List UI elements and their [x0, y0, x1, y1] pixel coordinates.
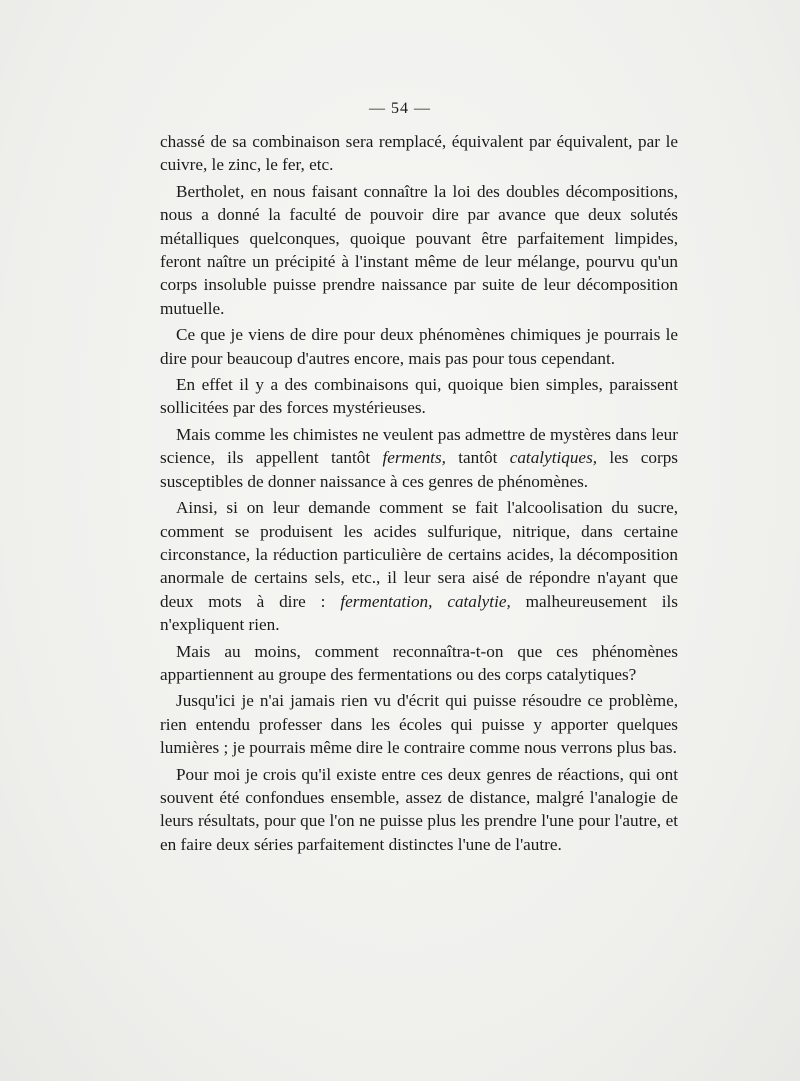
- text-run: En effet il y a des combinaisons qui, quoique bien simples, paraissent sollicitées par des forces mystérieuses.: [160, 375, 678, 418]
- paragraph: [160, 763, 678, 857]
- text-run: tantôt: [445, 448, 510, 468]
- paragraph: [160, 373, 678, 420]
- text-run: malheureusement ils n'expliquent rien.: [160, 591, 678, 635]
- paragraph: [160, 180, 678, 320]
- text-run: Bertholet, en nous faisant connaître la loi des doubles décompositions, nous a donné la faculté de pouvoir dire par avance que deux solutés métalliques quelconques, quoique pouvant être parfaitement limpides, feront naître un précipité à l'instant même de leur mélange, pourvu qu'un corps insoluble puisse prendre naissance par suite de leur décomposition mutuelle.: [160, 181, 678, 318]
- paragraph: [160, 640, 678, 687]
- paragraph: [160, 130, 678, 177]
- text-run: Ce que je viens de dire pour deux phénomènes chimiques je pourrais le dire pour beaucoup d'autres encore, mais pas pour tous cependant.: [160, 325, 678, 368]
- text-run: Mais au moins, comment reconnaîtra-t-on que ces phénomènes appartiennent au groupe des fermentations ou des corps catalytiques?: [160, 641, 678, 684]
- paragraph: [160, 496, 678, 636]
- italic-term: fermentation, catalytie,: [340, 591, 511, 611]
- text-run: Ainsi, si on leur demande comment se fait l'alcoolisation du sucre, comment se produisent les acides sulfurique, nitrique, dans certaine circonstance, la réduction particulière de certains acides, la décomposition anormale de certains sels, etc., il leur sera aisé de répondre n'ayant que deux mots à dire :: [160, 498, 678, 611]
- paragraph: [160, 689, 678, 759]
- text-run: Jusqu'ici je n'ai jamais rien vu d'écrit qui puisse résoudre ce problème, rien entendu professer dans les écoles qui puisse y apporter quelques lumières ; je pourrais même dire le contraire comme nous verrons plus bas.: [160, 691, 678, 758]
- body-text: [160, 130, 678, 859]
- paragraph: [160, 323, 678, 370]
- text-run: chassé de sa combinaison sera remplacé, équivalent par équivalent, par le cuivre, le zinc, le fer, etc.: [160, 132, 678, 175]
- text-run: Mais comme les chimistes ne veulent pas admettre de mystères dans leur science, ils appellent tantôt: [160, 424, 678, 468]
- paragraph: [160, 423, 678, 493]
- page-number: — 54 —: [369, 100, 431, 117]
- italic-term: catalytiques,: [509, 448, 598, 468]
- italic-term: ferments,: [382, 448, 446, 468]
- text-run: les corps susceptibles de donner naissance à ces genres de phénomènes.: [160, 448, 678, 491]
- text-run: Pour moi je crois qu'il existe entre ces deux genres de réactions, qui ont souvent été confondues ensemble, assez de distance, malgré l'analogie de leurs résultats, pour que l'on ne puisse plus les prendre l'une pour l'autre, et en faire deux séries parfaitement distinctes l'une de l'autre.: [160, 764, 678, 854]
